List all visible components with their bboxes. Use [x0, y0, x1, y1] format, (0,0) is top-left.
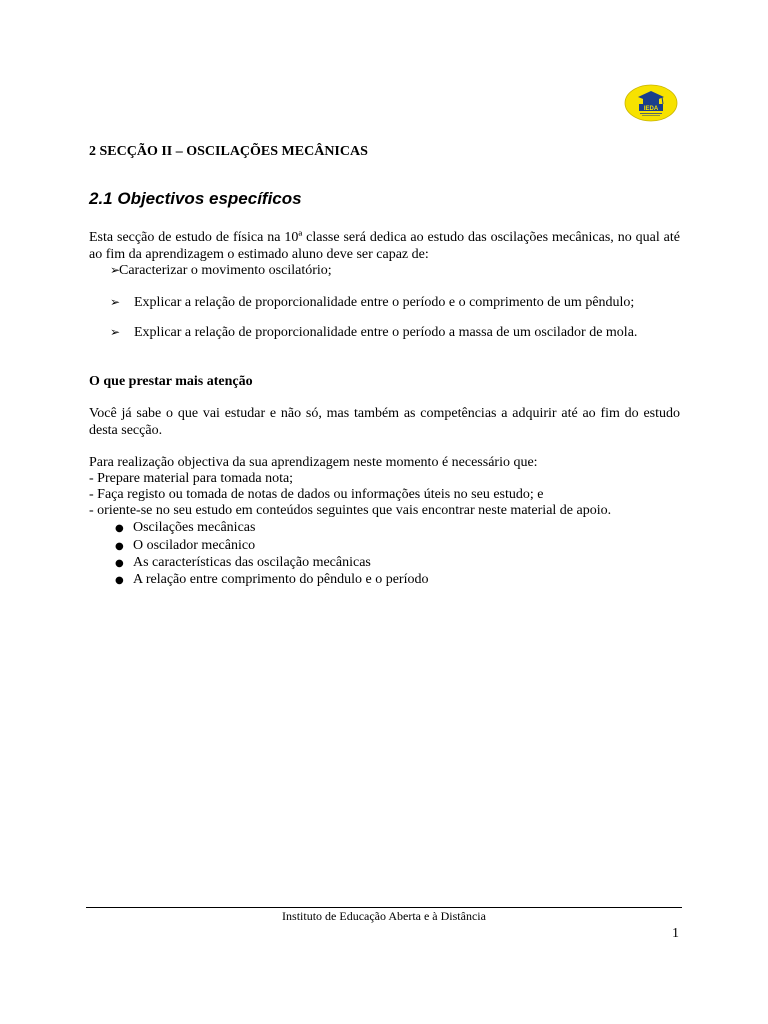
- dash-item: - Prepare material para tomada nota;: [89, 471, 294, 486]
- attention-paragraph: Você já sabe o que vai estudar e não só, mas também as competências a adquirir até ao fim do estudo desta secção.: [89, 406, 680, 438]
- subsection-heading: 2.1 Objectivos específicos: [89, 189, 302, 208]
- objective-item: [110, 258, 680, 283]
- arrow-bullet-icon: ➢: [110, 295, 121, 309]
- realization-intro: Para realização objectiva da sua aprendizagem neste momento é necessário que:: [89, 455, 538, 470]
- bullet-dot-icon: ●: [115, 558, 124, 569]
- footer-institution: Instituto de Educação Aberta e à Distância: [282, 909, 486, 923]
- objective-text: Explicar a relação de proporcionalidade entre o período e o comprimento de um pêndulo;: [134, 295, 635, 310]
- dash-item: - oriente-se no seu estudo em conteúdos seguintes que vais encontrar neste material de apoio.: [89, 503, 612, 518]
- topic-text: As características das oscilação mecânicas: [133, 555, 371, 570]
- objective-text: Explicar a relação de proporcionalidade entre o período a massa de um oscilador de mola.: [134, 325, 638, 340]
- page-number: 1: [672, 926, 679, 941]
- dash-item: - Faça registo ou tomada de notas de dados ou informações úteis no seu estudo; e: [89, 487, 544, 502]
- section-heading: 2 SECÇÃO II – OSCILAÇÕES MECÂNICAS: [89, 144, 368, 159]
- topic-item: [115, 555, 371, 573]
- ieda-logo: [624, 84, 678, 122]
- topic-text: Oscilações mecânicas: [133, 520, 256, 535]
- topic-text: O oscilador mecânico: [133, 538, 256, 553]
- objective-text: Caracterizar o movimento oscilatório;: [119, 263, 332, 278]
- attention-heading: O que prestar mais atenção: [89, 374, 253, 389]
- bullet-dot-icon: ●: [115, 541, 124, 552]
- footer-divider: [86, 907, 682, 908]
- arrow-bullet-icon: ➢: [110, 325, 121, 339]
- bullet-dot-icon: ●: [115, 523, 124, 534]
- topic-item: [115, 538, 255, 556]
- topic-text: A relação entre comprimento do pêndulo e o período: [133, 572, 429, 587]
- topic-item: [115, 520, 255, 538]
- logo-text: IEDA: [643, 105, 659, 112]
- arrow-bullet-icon: ➢: [110, 263, 121, 277]
- objective-item: [110, 290, 680, 315]
- bullet-dot-icon: ●: [115, 575, 124, 586]
- intro-paragraph: Esta secção de estudo de física na 10ª classe será dedica ao estudo das oscilações mecânicas, no qual até ao fim da aprendizagem o estimado aluno deve ser capaz de:: [89, 230, 680, 262]
- objective-item: [110, 320, 680, 345]
- topic-item: [115, 572, 428, 590]
